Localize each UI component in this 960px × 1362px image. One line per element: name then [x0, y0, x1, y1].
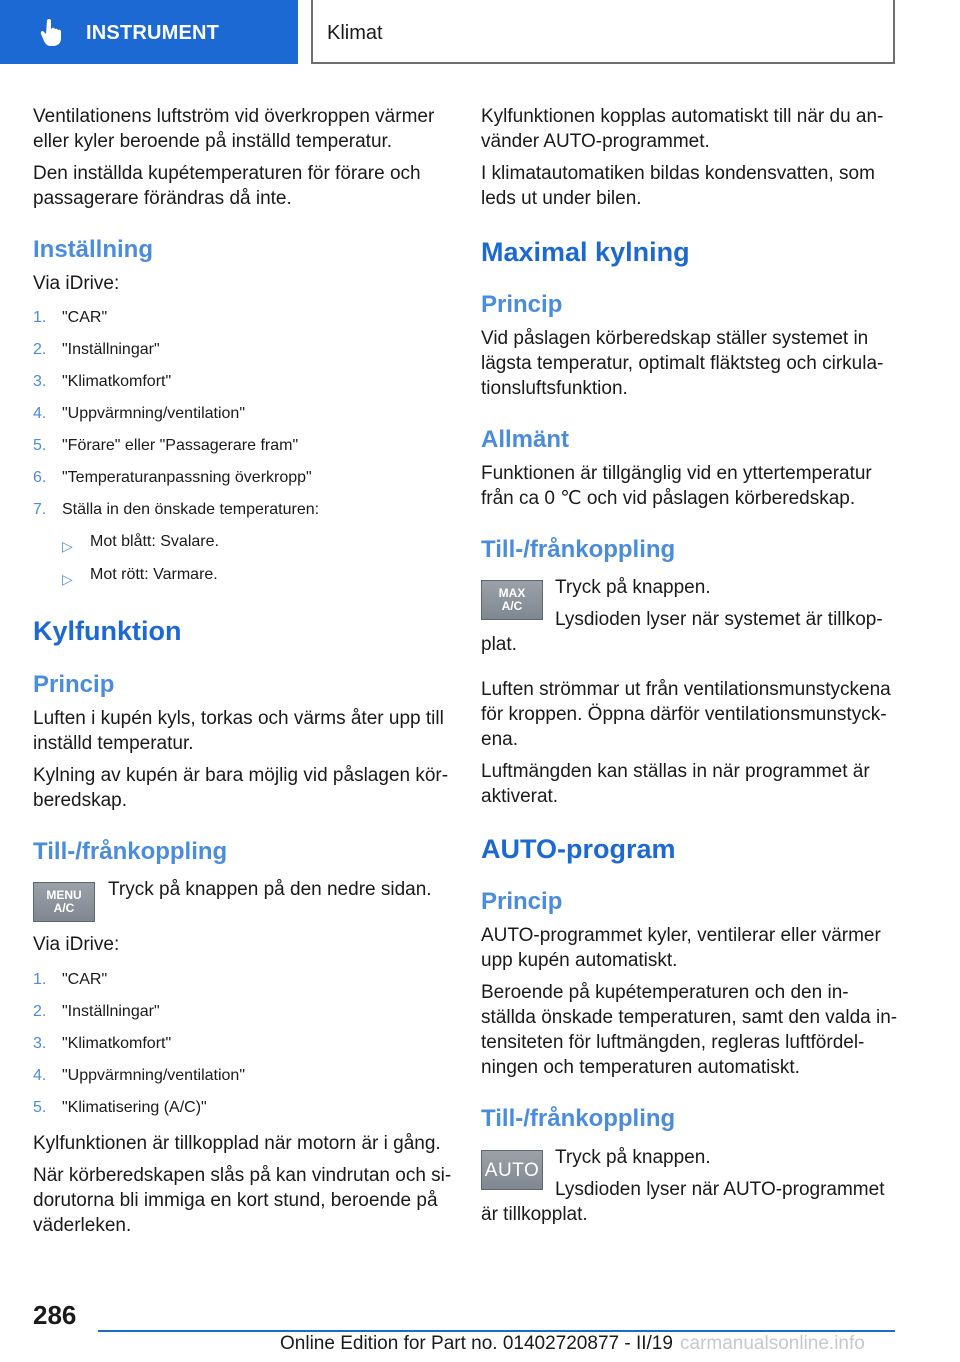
- paragraph: är tillkopplat.: [481, 1204, 588, 1225]
- paragraph: Lysdioden lyser när AUTO-programmet: [555, 1179, 885, 1200]
- paragraph: Vid påslagen körberedskap ställer systemet in: [481, 328, 869, 349]
- heading-princip: Princip: [33, 671, 115, 698]
- hand-pointer-icon: [40, 18, 66, 46]
- section-title: Klimat: [327, 22, 383, 44]
- chapter-label: INSTRUMENT: [86, 22, 220, 44]
- heading-allmant: Allmänt: [481, 426, 570, 453]
- paragraph: inställd temperatur.: [33, 733, 194, 754]
- paragraph: dorutorna bli immiga en kort stund, beroende på: [33, 1190, 438, 1211]
- triangle-bullet-icon: ▷: [62, 571, 73, 587]
- paragraph: Beroende på kupétemperaturen och den in-: [481, 982, 849, 1003]
- paragraph: leds ut under bilen.: [481, 188, 642, 209]
- paragraph: Lysdioden lyser när systemet är tillkop-: [555, 609, 883, 630]
- heading-till-frankoppling: Till-/frånkoppling: [481, 536, 676, 563]
- paragraph: Tryck på knappen på den nedre sidan.: [108, 879, 432, 900]
- heading-maximal-kylning: Maximal kylning: [481, 237, 690, 267]
- paragraph: AUTO-programmet kyler, ventilerar eller värmer: [481, 925, 881, 946]
- heading-till-frankoppling: Till-/frånkoppling: [33, 838, 228, 865]
- paragraph: Luften strömmar ut från ventilationsmunstyckena: [481, 679, 891, 700]
- paragraph: tensiteten för luftmängden, regleras luftfördel-: [481, 1032, 865, 1053]
- paragraph: från ca 0 ℃ och vid påslagen körberedskap.: [481, 488, 856, 509]
- paragraph: Via iDrive:: [33, 273, 120, 294]
- footer-edition: Online Edition for Part no. 01402720877 - II/19: [280, 1333, 673, 1354]
- paragraph: upp kupén automatiskt.: [481, 950, 678, 971]
- paragraph: Tryck på knappen.: [555, 577, 711, 598]
- paragraph: Ventilationens luftström vid överkroppen värmer: [33, 106, 435, 127]
- paragraph: Kylfunktionen kopplas automatiskt till när du an-: [481, 106, 884, 127]
- paragraph: vänder AUTO-programmet.: [481, 131, 710, 152]
- menu-ac-button-image: MENU A/C: [33, 882, 95, 922]
- paragraph: aktiverat.: [481, 786, 559, 807]
- footer-divider: [98, 1330, 895, 1332]
- paragraph: eller kyler beroende på inställd temperatur.: [33, 131, 393, 152]
- paragraph: beredskap.: [33, 790, 128, 811]
- paragraph: passagerare förändras då inte.: [33, 188, 292, 209]
- heading-auto-program: AUTO-program: [481, 834, 676, 864]
- paragraph: väderleken.: [33, 1215, 132, 1236]
- paragraph: tionsluftsfunktion.: [481, 378, 628, 399]
- paragraph: Kylfunktionen är tillkopplad när motorn är i gång.: [33, 1133, 441, 1154]
- chapter-tab[interactable]: [0, 0, 298, 64]
- paragraph: Luftmängden kan ställas in när programmet är: [481, 761, 870, 782]
- paragraph: Funktionen är tillgänglig vid en yttertemperatur: [481, 463, 872, 484]
- paragraph: ena.: [481, 729, 518, 750]
- heading-till-frankoppling: Till-/frånkoppling: [481, 1105, 676, 1132]
- auto-button-image: AUTO: [481, 1150, 543, 1190]
- triangle-bullet-icon: ▷: [62, 538, 73, 554]
- paragraph: lägsta temperatur, optimalt fläktsteg och cirkula-: [481, 353, 884, 374]
- heading-princip: Princip: [481, 291, 563, 318]
- heading-princip: Princip: [481, 888, 563, 915]
- paragraph: ningen och temperaturen automatiskt.: [481, 1057, 800, 1078]
- paragraph: Via iDrive:: [33, 934, 120, 955]
- max-ac-button-image: MAX A/C: [481, 580, 543, 620]
- paragraph: I klimatautomatiken bildas kondensvatten, som: [481, 163, 875, 184]
- paragraph: Tryck på knappen.: [555, 1147, 711, 1168]
- paragraph: Den inställda kupétemperaturen för förare och: [33, 163, 421, 184]
- paragraph: Kylning av kupén är bara möjlig vid påslagen kör-: [33, 765, 449, 786]
- paragraph: Luften i kupén kyls, torkas och värms åter upp till: [33, 708, 444, 729]
- paragraph: ställda önskade temperaturen, samt den valda in-: [481, 1007, 898, 1028]
- paragraph: plat.: [481, 634, 517, 655]
- heading-kylfunktion: Kylfunktion: [33, 616, 182, 646]
- watermark: carmanualsonline.info: [680, 1333, 865, 1354]
- paragraph: för kroppen. Öppna därför ventilationsmunstyck-: [481, 704, 887, 725]
- paragraph: När körberedskapen slås på kan vindrutan och si-: [33, 1165, 452, 1186]
- heading-installning: Inställning: [33, 236, 153, 263]
- page-number: 286: [33, 1300, 77, 1330]
- section-header: [311, 0, 895, 64]
